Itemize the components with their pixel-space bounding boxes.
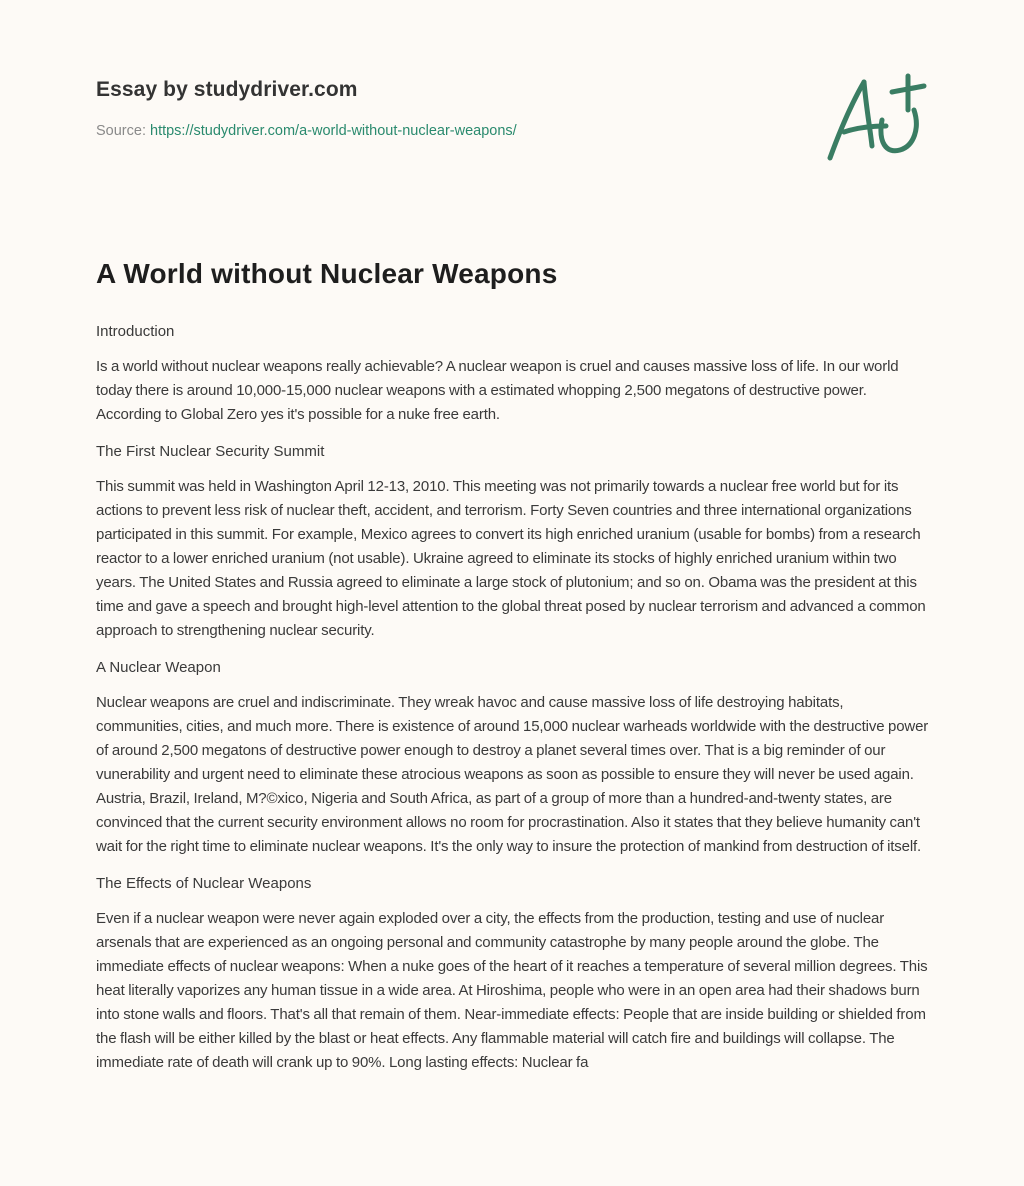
essay-content — [96, 253, 932, 1089]
section-heading: A Nuclear Weapon — [96, 659, 221, 676]
section-effects — [96, 873, 932, 1075]
source-line — [96, 120, 928, 142]
section-paragraph: Even if a nuclear weapon were never again exploded over a city, the effects from the production, testing and use of nuclear arsenals that are experienced as an ongoing personal and community catastrophe by many people around the globe. The immediate effects of nuclear weapons: When a nuke goes of the heart of it reaches a temperature of several million degrees. This heat literally vaporizes any human tissue in a wide area. At Hiroshima, people who were in an open area had their shadows burn into stone walls and floors. That's all that remain of them. Near-immediate effects: People that are inside building or shielded from the flash will be either killed by the blast or heat effects. Any flammable material will catch fire and buildings will collapse. The immediate rate of death will crank up to 90%. Long lasting effects: Nuclear fa — [96, 910, 928, 1071]
section-paragraph: Is a world without nuclear weapons really achievable? A nuclear weapon is cruel and causes massive loss of life. In our world today there is around 10,000-15,000 nuclear weapons with a estimated whopping 2,500 megatons of destructive power. According to Global Zero yes it's possible for a nuke free earth. — [96, 358, 899, 423]
essay-title: A World without Nuclear Weapons — [96, 258, 558, 289]
source-label: Source: — [96, 123, 150, 139]
a-plus-icon — [820, 66, 930, 166]
page-header — [96, 74, 928, 142]
section-first-summit — [96, 441, 932, 643]
section-introduction — [96, 321, 932, 427]
section-heading: The First Nuclear Security Summit — [96, 443, 325, 460]
section-nuclear-weapon — [96, 657, 932, 859]
section-paragraph: Nuclear weapons are cruel and indiscriminate. They wreak havoc and cause massive loss of life destroying habitats, communities, cities, and much more. There is existence of around 15,000 nuclear warheads worldwide with the destructive power of around 2,500 megatons of destructive power enough to destroy a planet several times over. That is a big reminder of our vunerability and urgent need to eliminate these atrocious weapons as soon as possible to ensure they will never be used again. Austria, Brazil, Ireland, M?©xico, Nigeria and South Africa, as part of a group of more than a hundred-and-twenty states, are convinced that the current security environment allows no room for procrastination. Also it states that they believe humanity can't wait for the right time to eliminate nuclear weapons. It's the only way to insure the protection of mankind from destruction of itself. — [96, 694, 929, 855]
section-heading: Introduction — [96, 323, 175, 340]
source-link[interactable]: https://studydriver.com/a-world-without-nuclear-weapons/ — [150, 123, 517, 139]
section-heading: The Effects of Nuclear Weapons — [96, 875, 312, 892]
site-title: Essay by studydriver.com — [96, 78, 358, 101]
section-paragraph: This summit was held in Washington April 12-13, 2010. This meeting was not primarily towards a nuclear free world but for its actions to prevent less risk of nuclear theft, accident, and terrorism. Forty Seven countries and three international organizations participated in this summit. For example, Mexico agrees to convert its high enriched uranium (usable for bombs) from a research reactor to a lower enriched uranium (not usable). Ukraine agreed to eliminate its stocks of highly enriched uranium within two years. The United States and Russia agreed to eliminate a large stock of plutonium; and so on. Obama was the president at this time and gave a speech and brought high-level attention to the global threat posed by nuclear terrorism and advanced a common approach to strengthening nuclear security. — [96, 478, 926, 639]
